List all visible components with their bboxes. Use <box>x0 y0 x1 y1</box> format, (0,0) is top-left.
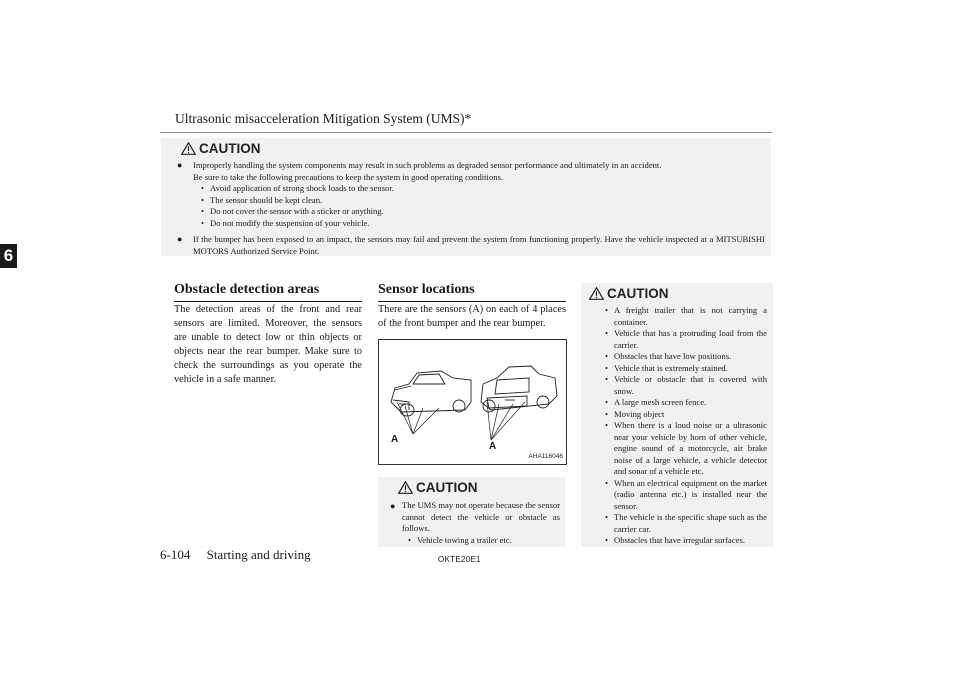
top-caution-box <box>161 138 771 256</box>
list-item: • A freight trailer that is not carrying a container. <box>605 305 767 328</box>
caution-item: The UMS may not operate because the sensor cannot detect the vehicle or obstacle as follows. • Vehicle towing a trailer etc. <box>402 500 560 546</box>
list-item: • Vehicle towing a trailer etc. <box>408 535 560 547</box>
caution-item-2: If the bumper has been exposed to an impact, the sensors may fail and prevent the system from functioning properly. Have the vehicle inspected at a MITSUBISHI MOTORS Authorized Service Point. <box>193 234 765 256</box>
page-footer <box>160 547 311 563</box>
square-bullet-icon: ● <box>177 234 183 244</box>
list-item: • Vehicle that is extremely stained. <box>605 363 767 375</box>
list-item: • Do not cover the sensor with a sticker or anything. <box>201 206 763 218</box>
condition-list <box>408 535 560 547</box>
warning-triangle-icon <box>589 287 604 300</box>
precaution-list <box>201 183 763 229</box>
list-item: • The vehicle is the specific shape such as the carrier car. <box>605 512 767 535</box>
list-item: • A large mesh screen fence. <box>605 397 767 409</box>
caution-label: CAUTION <box>607 286 669 301</box>
list-item: • Avoid application of strong shock loads to the sensor. <box>201 183 763 195</box>
list-item: • Vehicle or obstacle that is covered with snow. <box>605 374 767 397</box>
sensor-label-a: A <box>391 434 399 445</box>
sensor-body: There are the sensors (A) on each of 4 places of the front bumper and the rear bumper. <box>378 304 566 329</box>
footer-section: Starting and driving <box>206 547 311 562</box>
mid-caution-box <box>378 477 565 547</box>
list-item: • Obstacles that have low positions. <box>605 351 767 363</box>
square-bullet-icon: ● <box>390 501 396 511</box>
list-item: • The sensor should be kept clean. <box>201 195 763 207</box>
header-divider <box>160 132 772 133</box>
caution-heading <box>589 286 669 301</box>
obstacle-section-title: Obstacle detection areas <box>174 282 320 297</box>
sensor-location-figure <box>378 339 567 465</box>
list-item: • When an electrical equipment on the market (radio antenna etc.) is installed near the sensor. <box>605 478 767 513</box>
warning-triangle-icon <box>398 481 413 494</box>
square-bullet-icon: ● <box>177 160 183 170</box>
caution-item-1: Improperly handling the system components may result in such problems as degraded sensor performance and ultimately in an accident. Be sure to take the following precautions to keep the system in good operating conditions. • Avoid application of strong shock loads to the sensor. • The sensor should be kept clean. • Do not cover the sensor with a sticker or anything. • Do not modify the suspension of your vehicle. <box>193 160 763 229</box>
sensor-label-a: A <box>489 441 497 452</box>
section-divider <box>174 301 362 302</box>
caution-heading <box>181 141 261 156</box>
right-caution-box <box>581 283 773 547</box>
section-divider <box>378 301 566 302</box>
list-item: • When there is a loud noise or a ultrasonic near your vehicle by horn of other vehicle, engine sound of a motorcycle, air brake noise of a large vehicle, a vehicle detector and sonar of a vehicle etc. <box>605 420 767 478</box>
caution-heading <box>398 480 478 495</box>
condition-list <box>605 305 767 547</box>
document-code: OKTE20E1 <box>438 555 481 564</box>
list-item: • Obstacles that have irregular surfaces. <box>605 535 767 547</box>
list-item: • Vehicle that has a protruding load from the carrier. <box>605 328 767 351</box>
caution-label: CAUTION <box>416 480 478 495</box>
caution-label: CAUTION <box>199 141 261 156</box>
list-item: • Moving object <box>605 409 767 421</box>
page-number: 6-104 <box>160 547 191 562</box>
obstacle-body: The detection areas of the front and rear sensors are limited. Moreover, the sensors are unable to detect low or thin objects or objects near the rear bumper. Make sure to check the surroundings as you operate the vehicle in a safe manner. <box>174 304 362 385</box>
warning-triangle-icon <box>181 142 196 155</box>
vehicle-sensor-illustration <box>379 340 566 464</box>
figure-code: AHA116046 <box>528 453 563 460</box>
sensor-section-title: Sensor locations <box>378 282 475 297</box>
running-header: Ultrasonic misacceleration Mitigation System (UMS)* <box>175 111 472 126</box>
chapter-tab: 6 <box>0 244 17 268</box>
list-item: • Do not modify the suspension of your vehicle. <box>201 218 763 230</box>
